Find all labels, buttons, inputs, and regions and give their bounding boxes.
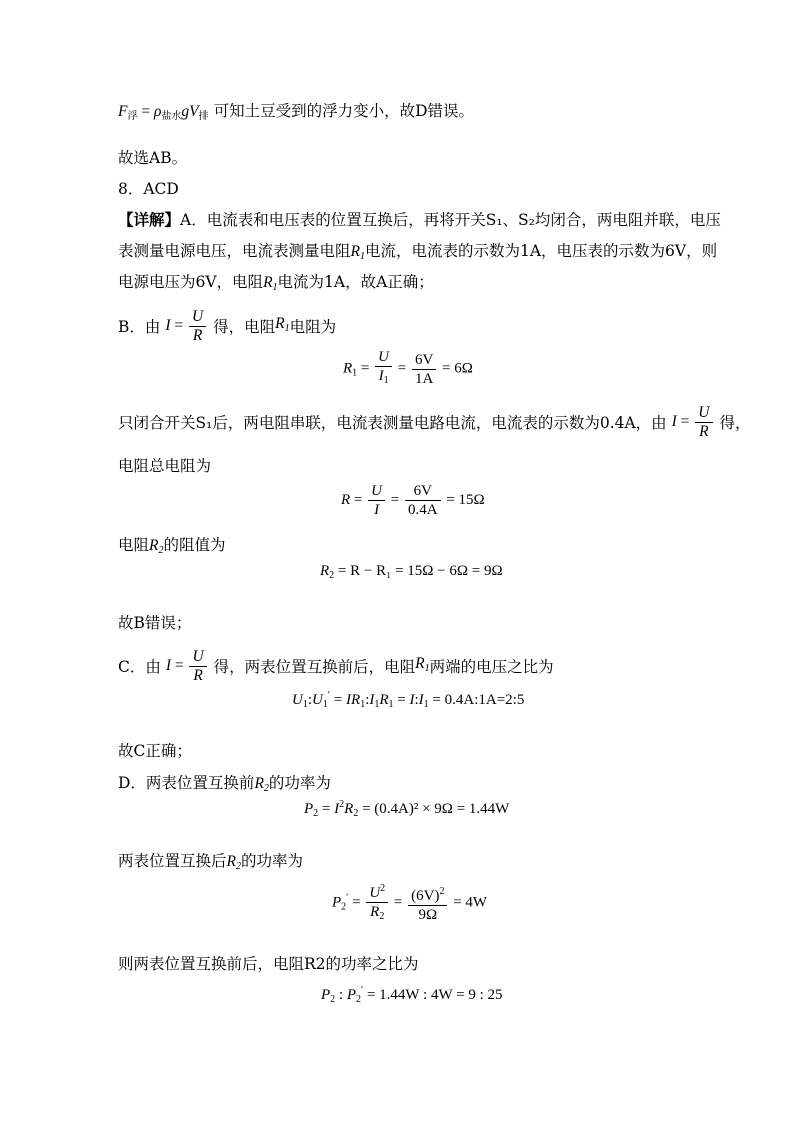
- explanation-a-line-3: [118, 271, 434, 299]
- var-r1: $R_1$: [415, 655, 430, 674]
- equation-power-before-result: = (0.4A)² × 9Ω = 1.44W: [362, 801, 510, 817]
- var-r1: $R_1$: [275, 315, 290, 334]
- explanation-d-text-4: 的功率为: [240, 852, 303, 870]
- explanation-b-text-6: 电阻: [118, 536, 150, 554]
- explanation-a-text-3: 电流，电流表的示数为1A，电压表的示数为6V，则: [364, 242, 718, 260]
- equation-total-resistance-result: = 15Ω: [446, 491, 485, 508]
- equation-voltage-ratio-result: = 0.4A:1A=2:5: [432, 692, 525, 708]
- explanation-b-text-5: 得，: [719, 413, 751, 432]
- explanation-b-line-3: 电阻总电阻为: [118, 457, 212, 475]
- explanation-b-text-7: 的阻值为: [163, 536, 226, 554]
- var-r2: $R_2$: [149, 537, 164, 556]
- buoyancy-conclusion-line: [118, 100, 474, 128]
- var-r1: $R_1$: [263, 274, 278, 293]
- explanation-d-text-2: 的功率为: [268, 774, 331, 792]
- explanation-b-text-1: B．由: [118, 317, 161, 336]
- explanation-d-text-3: 两表位置互换后: [118, 852, 227, 870]
- explanation-a-line-2: [118, 240, 717, 268]
- explanation-b-text-2: 得，电阻: [213, 317, 276, 336]
- equation-r1: $R_1$ = $\frac{U}{I_1}$ = $\frac{6V}{1A}$ = 6Ω: [343, 349, 473, 387]
- explanation-label: 【详解】: [118, 210, 181, 229]
- equation-power-after-result: = 4W: [453, 894, 488, 911]
- equation-power-after: $P_2'$ = $\frac{U^2}{R_2}$ = $\frac{(6V)^2}{9\Omega}$ = 4W: [332, 880, 487, 926]
- explanation-a-line-1: [118, 209, 721, 231]
- explanation-d-text-1: D．两表位置互换前: [118, 774, 255, 792]
- equation-power-ratio-result: = 1.44W : 4W = 9 : 25: [366, 987, 503, 1003]
- explanation-d-line-1: [118, 772, 331, 800]
- equation-power-before: $P_2 = I^2R_2 = (0.4A)^2 \times 9\Omega = 1.44W$: [304, 799, 510, 819]
- equation-total-resistance: R = $\frac{U}{I}$ = $\frac{6V}{0.4A}$ = 15Ω: [341, 483, 485, 518]
- explanation-d-line-2: [118, 850, 303, 878]
- var-r2: $R_2$: [226, 853, 241, 872]
- explanation-c-line-1: [118, 648, 554, 685]
- equation-voltage-ratio: $U_1:U_1'$ = $IR_1:I_1R_1$ = $I:I_1$ = 0.4A:1A=2:5: [292, 690, 525, 710]
- explanation-b-conclusion: 故B错误；: [118, 614, 192, 632]
- explanation-b-line-1: [118, 308, 336, 345]
- explanation-c-text-2: 得，两表位置互换前后，电阻: [213, 657, 416, 676]
- explanation-a-text-5: 电流为1A，故A正确；: [277, 273, 434, 291]
- explanation-d-line-3: 则两表位置互换前后，电阻R2的功率之比为: [118, 955, 419, 973]
- explanation-c-text-1: C．由: [118, 657, 161, 676]
- answer-choice-line: 故选AB。: [118, 149, 188, 167]
- equation-power-ratio: $P_2$ : $P_2' = 1.44W$ : 4W = 9 : 25: [321, 985, 503, 1005]
- explanation-b-text-3: 电阻为: [289, 317, 337, 336]
- explanation-a-text-2: 表测量电源电压，电流表测量电阻: [118, 242, 351, 260]
- explanation-a-text-4: 电源电压为6V，电阻: [118, 273, 264, 291]
- equation-r2-expression: = R − R₁ = 15Ω − 6Ω = 9Ω: [337, 563, 503, 579]
- var-r1: $R_1$: [350, 243, 365, 262]
- buoyancy-conclusion-text: 可知土豆受到的浮力变小，故D错误。: [213, 102, 475, 120]
- explanation-c-text-3: 两端的电压之比为: [429, 657, 554, 676]
- ohms-law-formula: I = $\frac{U}{R}$: [166, 648, 209, 685]
- ohms-law-formula: I = $\frac{U}{R}$: [672, 404, 715, 441]
- equation-r2: $R_2 = R - R_1 = 15\Omega - 6\Omega = 9\Omega$: [320, 563, 503, 581]
- var-r2: $R_2$: [254, 775, 269, 794]
- explanation-b-line-4: [118, 534, 226, 562]
- question-number-line: 8．ACD: [118, 180, 179, 198]
- equation-r1-result: = 6Ω: [442, 360, 473, 377]
- explanation-a-text-1: A．电流表和电压表的位置互换后，再将开关S₁、S₂均闭合，两电阻并联，电压: [180, 211, 721, 229]
- explanation-b-line-2: [118, 404, 750, 441]
- buoyancy-formula: $F_浮 = \rho_{盐水}gV_排$: [118, 103, 209, 122]
- explanation-b-text-4: 只闭合开关S₁后，两电阻串联，电流表测量电路电流，电流表的示数为0.4A，由: [118, 413, 667, 432]
- explanation-c-conclusion: 故C正确；: [118, 742, 192, 760]
- ohms-law-formula: I = $\frac{U}{R}$: [165, 308, 208, 345]
